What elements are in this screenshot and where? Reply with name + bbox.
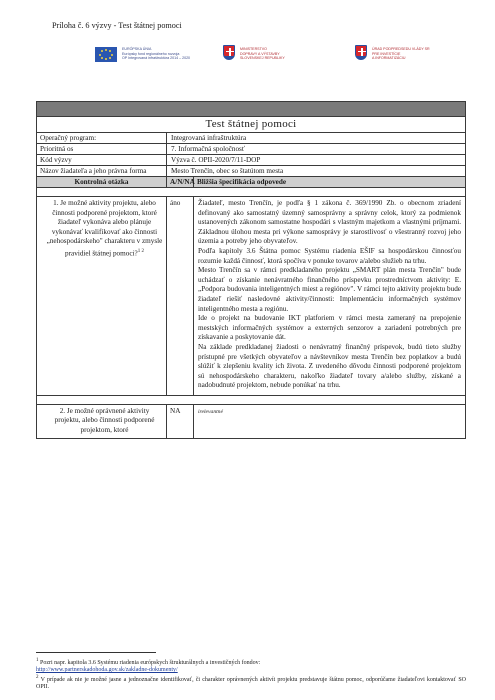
appendix-title: Príloha č. 6 výzvy - Test štátnej pomoci — [52, 21, 182, 30]
office-logo — [355, 44, 465, 74]
footnote — [36, 657, 466, 675]
eu-flag-icon — [95, 47, 117, 62]
detail-paragraph: Podľa kapitoly 3.6 Štátna pomoc Systému riadenia EŠIF sa hospodárskou činnosťou rozumie každá činnosť, ktorá spočíva v ponuke tovarov a/alebo služieb na trhu. — [198, 246, 461, 265]
info-row — [37, 155, 465, 166]
spacer-row — [37, 396, 465, 405]
info-value: Integrovaná infraštruktúra — [171, 134, 247, 142]
detail-paragraph: Ide o projekt na budovanie IKT platforiem v rámci mesta zameraný na prepojenie mestských informačných systémov a externých senzorov a zariadení potrebných pre získavanie a poskytovanie dát. — [198, 314, 461, 342]
info-row — [37, 166, 465, 177]
state-aid-table — [36, 101, 466, 439]
table-title: Test štátnej pomoci — [37, 116, 465, 133]
column-header-detail: Bližšia špecifikácia odpovede — [197, 178, 287, 186]
info-value: Výzva č. OPII-2020/7/11-DOP — [171, 156, 261, 164]
footnote-text: Pozri napr. kapitola 3.6 Systému riadenia európskych štrukturálnych a investičných fondov: — [40, 660, 261, 666]
table-header-band — [37, 102, 465, 116]
info-label: Prioritná os — [37, 144, 167, 154]
info-row — [37, 144, 465, 155]
question-row — [37, 405, 465, 438]
info-label: Operačný program: — [37, 133, 167, 143]
office-logo-line: A INFORMATIZÁCIU — [372, 56, 406, 61]
answer-value: NA — [167, 405, 194, 438]
eu-logo-line: EURÓPSKA ÚNIA — [122, 47, 152, 51]
footnote — [36, 674, 466, 692]
footnote-number: 1 — [36, 658, 39, 663]
answer-detail: irelevantné — [198, 408, 223, 415]
answer-detail — [194, 197, 465, 395]
ministry-logo-line: SLOVENSKEJ REPUBLIKY — [240, 56, 285, 61]
logo-strip — [95, 44, 451, 74]
info-label: Názov žiadateľa a jeho právna forma — [37, 166, 167, 176]
ministry-logo-line: DOPRAVY A VÝSTAVBY — [240, 51, 280, 56]
footnote-link[interactable]: http://www.partnerskadohoda.gov.sk/zakladne-dokumenty/ — [36, 667, 178, 674]
ministry-logo-line: MINISTERSTVO — [240, 47, 267, 51]
eu-logo-line: OP Integrovaná infraštruktúra 2014 – 2020 — [122, 56, 191, 61]
footnote-separator — [36, 652, 156, 653]
info-value: Mesto Trenčín, obec so štatútom mesta — [171, 167, 284, 175]
answer-value: áno — [167, 197, 194, 395]
detail-paragraph: Na základe predkladanej žiadosti o nenávratný finančný príspevok, budú tieto služby prístupné pre všetkých obyvateľov a návštevníkov mesta Trenčín bez poplatkov a budú slúžiť k zlepšeniu kvality ich života. Z uvedeného dôvodu činnosti podporené projektom sú nehospodárskeho charakteru, nakoľko žiadateľ tovary a/alebo služby, získané a nadobudnuté projektom, nebude ponúkať na trhu. — [198, 342, 461, 390]
detail-paragraph: Žiadateľ, mesto Trenčín, je podľa § 1 zákona č. 369/1990 Zb. o obecnom zriadení definovaný ako samostatný územný samosprávny a správny celok, ktorý za podmienok ustanovených zákonom samostatne hospodári s vlastným majetkom a vlastnými príjmami. Základnou úlohou mesta pri výkone samosprávy je starostlivosť o všestranný rozvoj jeho územia a potreby jeho obyvateľov. — [198, 199, 461, 246]
question-row — [37, 197, 465, 396]
detail-paragraph: Mesto Trenčín sa v rámci predkladaného projektu „SMART plán mesta Trenčín" bude uchádzať o získanie nenávratného finančného príspevku prostredníctvom aktivity: E. „Podpora budovania inteligentných miest a regiónov". V rámci tejto aktivity projektu bude žiadateľ riešiť nasledovné aktivity/činnosti: Implementáciu informačných systémov inteligentného mesta a regiónu. — [198, 266, 461, 313]
question-text-body: 1. Je možné aktivity projektu, alebo činnosti podporené projektom, ktoré žiadateľ vykonáva alebo plánuje vykonávať kvalifikovať ako činnosti „nehospodárskeho" charakteru v zmysle pravidiel štátnej pomoci? — [46, 199, 163, 258]
info-row — [37, 133, 465, 144]
slovak-crest-icon — [223, 45, 235, 60]
office-logo-line: PRE INVESTÍCIE — [372, 51, 401, 56]
column-header-question: Kontrolná otázka — [37, 177, 167, 187]
info-value: 7. Informačná spoločnosť — [171, 145, 245, 153]
question-text: 2. Je možné oprávnené aktivity projektu, alebo činnosti podporené projektom, ktoré — [37, 405, 167, 438]
column-header-row — [37, 177, 465, 188]
footnote-ref: 1 2 — [137, 248, 144, 254]
question-text — [37, 197, 167, 395]
column-header-answer: A/N/NA — [167, 177, 194, 187]
spacer-row — [37, 188, 465, 197]
eu-logo — [95, 44, 205, 74]
eu-logo-line: Európsky fond regionálneho rozvoja — [122, 51, 180, 56]
info-label: Kód výzvy — [37, 155, 167, 165]
ministry-logo — [223, 44, 313, 74]
footnote-number: 2 — [36, 675, 39, 680]
slovak-crest-icon — [355, 45, 367, 60]
office-logo-line: ÚRAD PODPREDSEDU VLÁDY SR — [372, 47, 430, 51]
footnote-text: V prípade ak nie je možné jasne a jednoznačne identifikovať, či charakter oprávnených aktivít projektu predstavuje štátnu pomoc, odporúčame žiadateľovi kontaktovať SO OPII. — [36, 677, 466, 691]
